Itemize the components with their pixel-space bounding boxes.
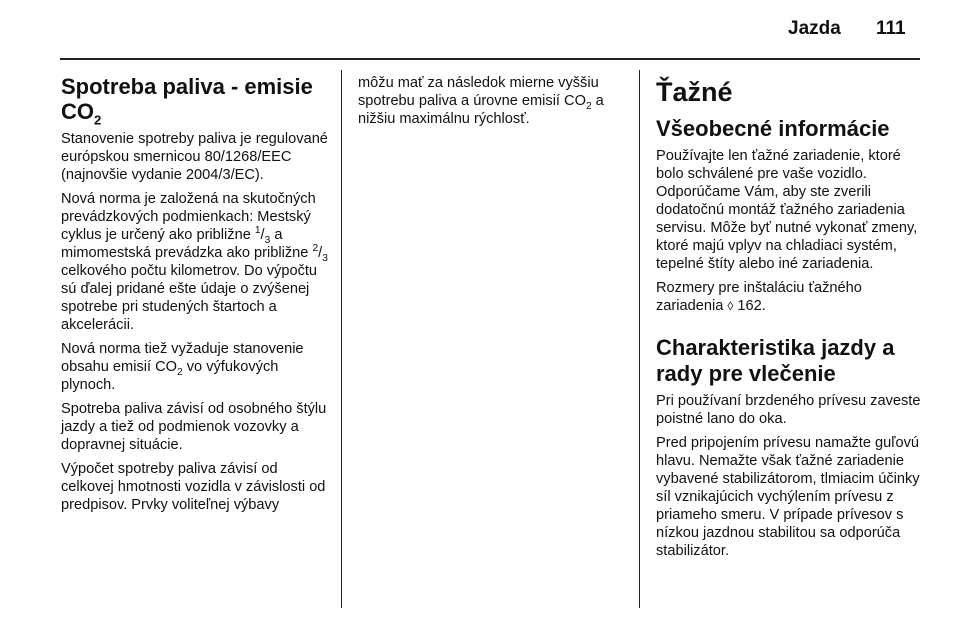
paragraph-safety-cable: Pri používaní brzdeného prívesu zaveste poistné lano do oka. bbox=[656, 393, 921, 427]
paragraph-continued: môžu mať za následok mierne vyššiu spotrebu paliva a úrovne emisií $CO_2$ a nižšiu maximálnu rýchlosť. bbox=[358, 75, 604, 127]
paragraph-dimensions: Rozmery pre inštaláciu ťažného zariadenia ◊ 162. bbox=[656, 280, 862, 314]
column-divider-1 bbox=[341, 70, 342, 608]
column-3 bbox=[656, 74, 921, 566]
driving-characteristics-heading: Charakteristika jazdy a rady pre vlečenie bbox=[656, 335, 895, 386]
paragraph-driving-style: Spotreba paliva závisí od osobného štýlu jazdy a tiež od podmienok vozovky a dopravnej situácie. bbox=[61, 401, 327, 453]
column-1 bbox=[61, 74, 329, 520]
paragraph-directive: Stanovenie spotreby paliva je regulované európskou smernicou 80/1268/EEC (najnovšie vydanie 2004/3/EC). bbox=[61, 131, 328, 183]
page-number: 111 bbox=[876, 18, 906, 39]
general-info-heading: Všeobecné informácie bbox=[656, 116, 890, 141]
fuel-emissions-heading: Spotreba paliva - emisie $CO_2$ bbox=[61, 74, 313, 128]
header-divider bbox=[60, 58, 920, 60]
paragraph-co2: Nová norma tiež vyžaduje stanovenie obsahu emisií $CO_2$ vo výfukových plynoch. bbox=[61, 341, 304, 393]
column-divider-2 bbox=[639, 70, 640, 608]
paragraph-weight: Výpočet spotreby paliva závisí od celkovej hmotnosti vozidla v závislosti od predpisov. Prvky voliteľnej výbavy bbox=[61, 461, 326, 513]
paragraph-norm: Nová norma je založená na skutočných prevádzkových podmienkach: Mestský cyklus je určený ako približne $^1/_3$ a mimomestská prevádzka ako približne $^2/_3$ celkového počtu kilometrov. Do výpočtu sú ďalej pridané ešte údaje o zvýšenej spotrebe pri studených štartoch a akcelerácii. bbox=[61, 191, 328, 333]
column-2 bbox=[358, 74, 626, 134]
section-title: Jazda bbox=[788, 18, 841, 39]
paragraph-towbar: Používajte len ťažné zariadenie, ktoré bolo schválené pre vaše vozidlo. Odporúčame Vám, aby ste zverili dodatočnú montáž ťažného zariadenia servisu. Môže byť nutné vykonať zmeny, ktoré majú vplyv na chladiaci systém, tepelné štíty alebo iné zariadenia. bbox=[656, 148, 918, 272]
page-reference-icon: ◊ bbox=[727, 299, 734, 313]
paragraph-ball-head: Pred pripojením prívesu namažte guľovú hlavu. Nemažte však ťažné zariadenie vybavené stabilizátorom, tlmiacim účinky síl vznikajúcich vychýlením prívesu z priameho smeru. V prípade prívesov s nízkou jazdnou stabilitou sa odporúča stabilizátor. bbox=[656, 435, 920, 559]
towing-heading: Ťažné bbox=[656, 77, 733, 107]
